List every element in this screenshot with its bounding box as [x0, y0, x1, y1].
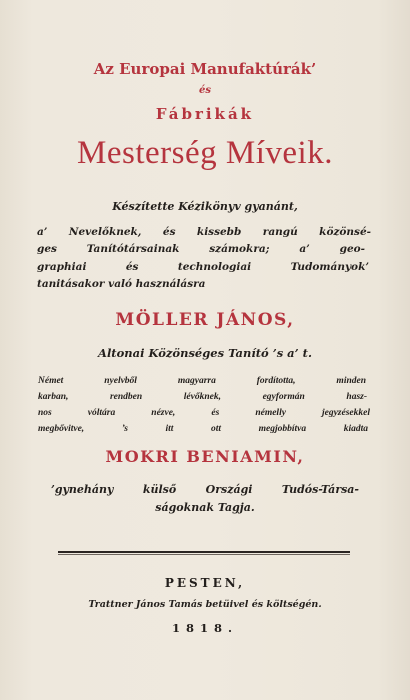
- title-line-1: Az Europai Manufaktúrák’: [93, 60, 317, 78]
- divider-rule-thin: [58, 554, 350, 555]
- purpose-line-4: tanitásakor való használásra: [37, 278, 206, 290]
- printer-line: Trattner János Tamás betüivel és költségén.: [88, 599, 322, 610]
- translator-name: MOKRI BENIAMIN,: [105, 447, 305, 466]
- purpose-line-1: a’ Nevelőknek, és kissebb rangú közönsé-: [37, 226, 371, 238]
- purpose-line-3: graphiai és technologiai Tudományok’: [37, 261, 369, 273]
- main-title: Mesterség Míveik.: [77, 135, 333, 171]
- translation-line-1: Német nyelvből magyarra fordította, minden: [38, 376, 366, 386]
- publication-place: PESTEN,: [164, 576, 246, 590]
- author-role: Altonai Közönséges Tanító ’s a’ t.: [98, 346, 312, 360]
- translator-role-line-1: ’gynehány külső Országi Tudós-Társa-: [51, 483, 359, 496]
- prepared-by-line: Készítette Kézikönyv gyanánt,: [112, 200, 298, 213]
- translation-line-4: megbővitve, ’s itt ott megjobbítva kiadta: [38, 424, 368, 434]
- translator-role-line-2: ságoknak Tagja.: [155, 501, 255, 514]
- purpose-line-2: ges Tanítótársainak számokra; a’ geo-: [37, 243, 365, 255]
- divider-rule: [58, 551, 350, 553]
- translation-line-2: karban, rendben lévőknek, egyformán hasz-: [38, 392, 367, 402]
- translation-line-3: nos vóltára nézve, és némelly jegyzésekkel: [38, 408, 370, 418]
- publication-year: 1818.: [171, 621, 238, 635]
- author-name: MÖLLER JÁNOS,: [115, 310, 295, 330]
- title-line-2: és: [199, 85, 211, 96]
- title-line-3: Fábrikák: [155, 105, 255, 123]
